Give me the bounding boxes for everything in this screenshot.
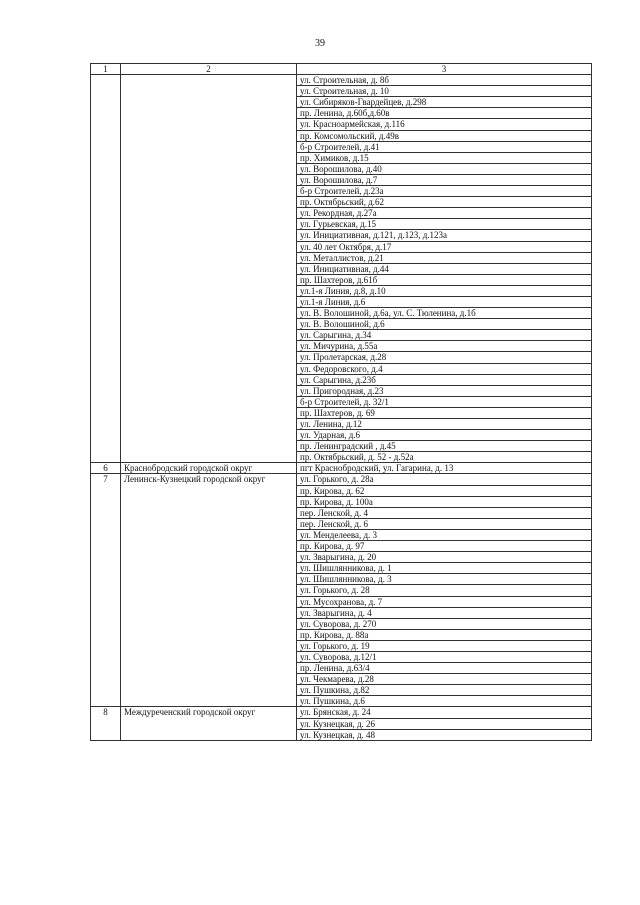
address-cell: ул. Мичурина, д.55а [297,341,592,352]
address-cell: ул. Брянская, д. 24 [297,707,592,718]
page-number: 39 [315,38,325,49]
address-cell: ул. Инициативная, д.121, д.123, д.123а [297,230,592,241]
address-table [90,63,592,741]
address-cell: ул. Пушкина, д.82 [297,685,592,696]
address-cell: пр. Кирова, д. 62 [297,485,592,496]
table-row [91,707,592,718]
table-row [91,75,592,86]
address-cell: пер. Ленской, д. 6 [297,518,592,529]
address-cell: б-р Строителей, д.41 [297,141,592,152]
address-cell: ул.1-я Линия, д.6 [297,296,592,307]
district-cell: Междуреченский городской округ [121,707,297,740]
address-cell: пр. Ленина, д.63/4 [297,663,592,674]
table-row [91,463,592,474]
header-cell-2: 2 [121,64,297,75]
address-cell: ул. В. Волошиной, д.6 [297,319,592,330]
address-cell: пр. Шахтеров, д. 69 [297,407,592,418]
table-row [91,474,592,485]
address-cell: ул.1-я Линия, д.8, д.10 [297,285,592,296]
address-cell: ул. Сарыгина, д.23б [297,374,592,385]
address-cell: пр. Октябрьский, д. 52 - д.52а [297,452,592,463]
table-body [91,75,592,741]
address-cell: ул. Инициативная, д.44 [297,263,592,274]
address-cell: ул. Горького, д. 19 [297,640,592,651]
address-cell: пгт Краснобродский, ул. Гагарина, д. 13 [297,463,592,474]
address-cell: ул. Зварыгина, д. 20 [297,552,592,563]
district-cell [121,75,297,463]
address-cell: ул. Кузнецкая, д. 26 [297,718,592,729]
address-cell: ул. Рекордная, д.27а [297,208,592,219]
header-cell-1: 1 [91,64,121,75]
address-cell: ул. Красноармейская, д.116 [297,119,592,130]
address-cell: ул. Суворова, д.12/1 [297,651,592,662]
address-cell: ул. Горького, д. 28 [297,585,592,596]
address-cell: ул. Суворова, д. 270 [297,618,592,629]
address-cell: ул. Строительная, д. 10 [297,86,592,97]
address-cell: пр. Ленина, д.60б,д.60в [297,108,592,119]
row-number-cell: 8 [91,707,121,740]
address-cell: ул. Федоровского, д.4 [297,363,592,374]
address-cell: ул. Строительная, д. 8б [297,75,592,86]
address-cell: б-р Строителей, д. 32/1 [297,396,592,407]
address-cell: ул. Горького, д. 28а [297,474,592,485]
address-cell: ул. Кузнецкая, д. 48 [297,729,592,740]
address-cell: ул. Ленина, д.12 [297,419,592,430]
header-row [91,64,592,75]
address-cell: ул. Ударная, д.6 [297,430,592,441]
district-cell: Краснобродский городской округ [121,463,297,474]
address-cell: ул. Менделеева, д. 3 [297,529,592,540]
address-cell: пр. Комсомольский, д.49в [297,130,592,141]
address-cell: пр. Шахтеров, д.61б [297,274,592,285]
address-cell: ул. Пушкина, д.6 [297,696,592,707]
address-cell: пр. Химиков, д.15 [297,152,592,163]
address-cell: ул. Сибиряков-Гвардейцев, д.298 [297,97,592,108]
address-cell: ул. Ворошилова, д.40 [297,163,592,174]
row-number-cell [91,75,121,463]
address-cell: ул. 40 лет Октября, д.17 [297,241,592,252]
address-cell: пер. Ленской, д. 4 [297,507,592,518]
address-cell: ул. Пролетарская, д.28 [297,352,592,363]
address-cell: ул. Шишлянникова, д. 3 [297,574,592,585]
address-cell: пр. Ленинградский , д.45 [297,441,592,452]
address-cell: ул. Гурьевская, д.15 [297,219,592,230]
address-cell: ул. Мусохранова, д. 7 [297,596,592,607]
address-cell: пр. Кирова, д. 88а [297,629,592,640]
row-number-cell: 6 [91,463,121,474]
address-cell: ул. Металлистов, д.21 [297,252,592,263]
address-cell: ул. Чекмарева, д.28 [297,674,592,685]
address-cell: ул. Шишлянникова, д. 1 [297,563,592,574]
address-cell: пр. Октябрьский, д.62 [297,197,592,208]
address-cell: ул. Ворошилова, д.7 [297,174,592,185]
address-cell: ул. В. Волошиной, д.6а, ул. С. Тюленина, д.1б [297,308,592,319]
address-cell: ул. Сарыгина, д.34 [297,330,592,341]
district-cell: Ленинск-Кузнецкий городской округ [121,474,297,707]
address-cell: б-р Строителей, д.23а [297,186,592,197]
address-cell: пр. Кирова, д. 97 [297,541,592,552]
address-cell: пр. Кирова, д. 100а [297,496,592,507]
header-cell-3: 3 [297,64,592,75]
address-cell: ул. Зварыгина, д. 4 [297,607,592,618]
row-number-cell: 7 [91,474,121,707]
address-cell: ул. Пригородная, д.23 [297,385,592,396]
